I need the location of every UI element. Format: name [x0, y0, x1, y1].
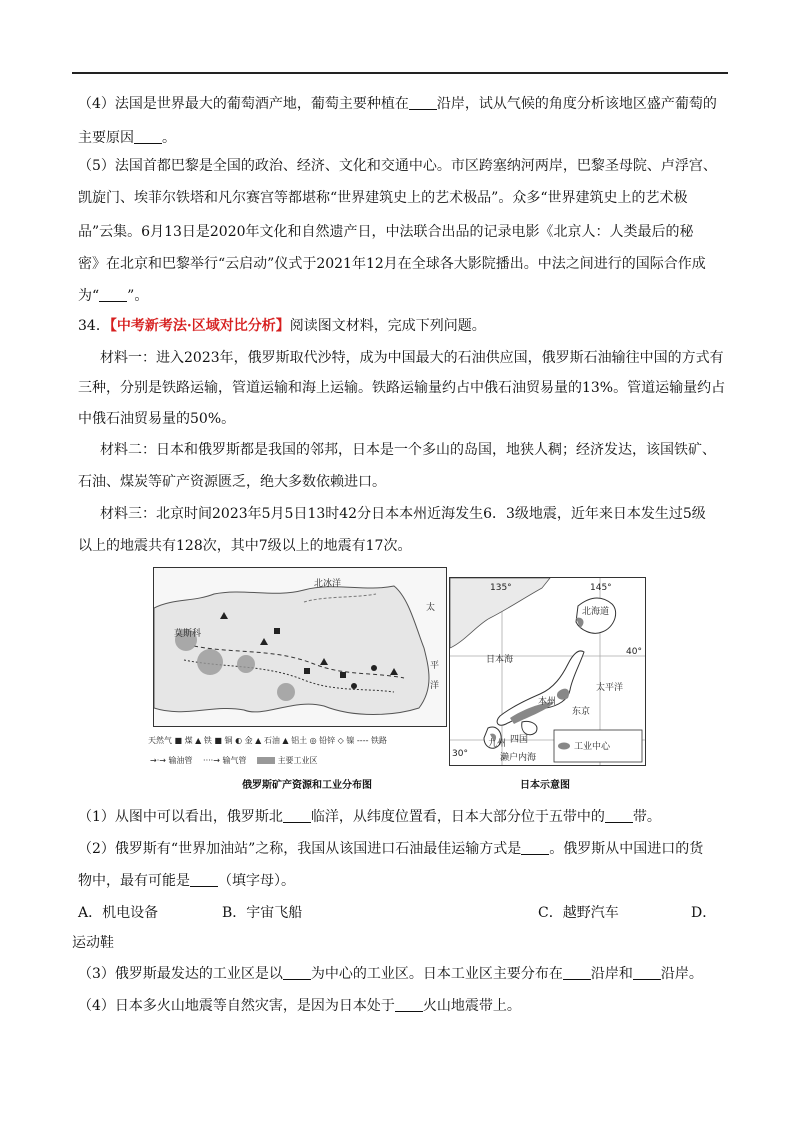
japan-map — [449, 577, 646, 766]
q3-line: （3）俄罗斯最发达的工业区是以 为中心的工业区。日本工业区主要分布在 沿岸和 沿岸。 — [78, 966, 703, 982]
material3-line1: 材料三：北京时间2023年5月5日13时42分日本本州近海发生6．3级地震，近年来日本发生过5级 — [100, 506, 706, 522]
answer-blank[interactable] — [99, 287, 127, 302]
russia-map-caption: 俄罗斯矿产资源和工业分布图 — [242, 780, 372, 791]
setouchi-label: 濑户内海 — [500, 753, 537, 763]
lat-40-label: 40° — [626, 647, 642, 657]
answer-blank[interactable] — [283, 965, 311, 980]
option-a[interactable]: A．机电设备 — [78, 905, 159, 921]
answer-blank[interactable] — [283, 808, 311, 823]
material2-line1: 材料二：日本和俄罗斯都是我国的邻邦，日本是一个多山的岛国，地狭人稠；经济发达，该国铁矿、 — [100, 442, 716, 458]
lat-30-label: 30° — [452, 749, 468, 759]
hokkaido-label: 北海道 — [582, 607, 610, 617]
q34-heading: 34．【中考新考法·区域对比分析】阅读图文材料，完成下列问题。 — [78, 318, 486, 334]
q4-line: （4）日本多火山地震等自然灾害，是因为日本处于 火山地震带上。 — [78, 998, 521, 1014]
japan-map-caption: 日本示意图 — [520, 780, 570, 791]
material1-line1: 材料一：进入2023年，俄罗斯取代沙特，成为中国最大的石油供应国，俄罗斯石油输往中国的方式有 — [100, 350, 724, 366]
kyushu-label: 九州 — [488, 739, 507, 749]
answer-blank[interactable] — [395, 997, 423, 1012]
q2-line2: 物中，最有可能是 （填字母）。 — [78, 873, 295, 889]
sea-of-japan-label: 日本海 — [486, 655, 514, 665]
russia-map-legend-row2: →·→ 输油管 ····→ 输气管 主要工业区 — [150, 756, 318, 765]
pacific-label-3: 洋 — [430, 681, 440, 691]
q1-line: （1）从图中可以看出，俄罗斯北 临洋，从纬度位置看，日本大部分位于五带中的 带。 — [78, 809, 661, 825]
answer-blank[interactable] — [190, 872, 218, 887]
option-c[interactable]: C．越野汽车 — [538, 905, 619, 921]
arctic-ocean-label: 北冰洋 — [314, 579, 342, 589]
moscow-label: 莫斯科 — [174, 629, 202, 639]
answer-blank[interactable] — [521, 840, 549, 855]
russia-map — [153, 567, 447, 727]
answer-blank[interactable] — [134, 129, 162, 144]
industrial-center-legend: 工业中心 — [574, 742, 611, 752]
lon-135-label: 135° — [490, 583, 512, 593]
option-d[interactable]: D． — [691, 905, 717, 921]
q5-france-line5: 为“ ”。 — [78, 288, 149, 304]
material1-line3: 中俄石油贸易量的50%。 — [78, 411, 236, 427]
answer-blank[interactable] — [563, 965, 591, 980]
answer-blank[interactable] — [605, 808, 633, 823]
material1-line2: 三种，分别是铁路运输，管道运输和海上运输。铁路运输量约占中俄石油贸易量的13%。管道运输量约占 — [78, 380, 726, 396]
answer-blank[interactable] — [633, 965, 661, 980]
pacific-label-2: 平 — [430, 661, 440, 671]
q5-france-line2: 凯旋门、埃菲尔铁塔和凡尔赛宫等都堪称“世界建筑史上的艺术极品”。众多“世界建筑史上的艺术极 — [78, 190, 688, 206]
material2-line2: 石油、煤炭等矿产资源匮乏，绝大多数依赖进口。 — [78, 474, 386, 490]
russia-map-legend-row1: 天然气 ■ 煤 ▲ 铁 ■ 铜 ◐ 金 ▲ 石油 ▲ 铝土 ◎ 铅锌 ◇ 镍 ---- 铁路 — [148, 736, 388, 745]
industrial-zone-swatch — [257, 757, 275, 764]
q4-france-line2: 主要原因 。 — [78, 130, 176, 146]
option-b[interactable]: B．宇宙飞船 — [222, 905, 303, 921]
material3-line2: 以上的地震共有128次，其中7级以上的地震有17次。 — [78, 538, 412, 554]
tokyo-label: 东京 — [572, 707, 591, 717]
answer-blank[interactable] — [409, 95, 437, 110]
lon-145-label: 145° — [590, 583, 612, 593]
q4-france-line1: （4）法国是世界最大的葡萄酒产地，葡萄主要种植在 沿岸，试从气候的角度分析该地区盛产葡萄的 — [78, 96, 717, 112]
header-rule — [72, 72, 728, 74]
honshu-label: 本州 — [538, 697, 557, 707]
q34-tag: 【中考新考法·区域对比分析】 — [109, 318, 290, 334]
pacific-label-1: 太 — [426, 603, 436, 613]
q5-france-line3: 品”云集。6月13日是2020年文化和自然遗产日，中法联合出品的记录电影《北京人：人类最后的秘 — [78, 224, 694, 240]
q5-france-line1: （5）法国首都巴黎是全国的政治、经济、文化和交通中心。市区跨塞纳河两岸，巴黎圣母院、卢浮宫、 — [78, 158, 717, 174]
option-d-text: 运动鞋 — [72, 935, 114, 951]
q5-france-line4: 密》在北京和巴黎举行“云启动”仪式于2021年12月在全球各大影院播出。中法之间进行的国际合作成 — [78, 256, 706, 272]
shikoku-label: 四国 — [510, 735, 529, 745]
pacific-ocean-label: 太平洋 — [596, 683, 624, 693]
q2-line1: （2）俄罗斯有“世界加油站”之称，我国从该国进口石油最佳运输方式是 。俄罗斯从中国进口的货 — [78, 841, 704, 857]
